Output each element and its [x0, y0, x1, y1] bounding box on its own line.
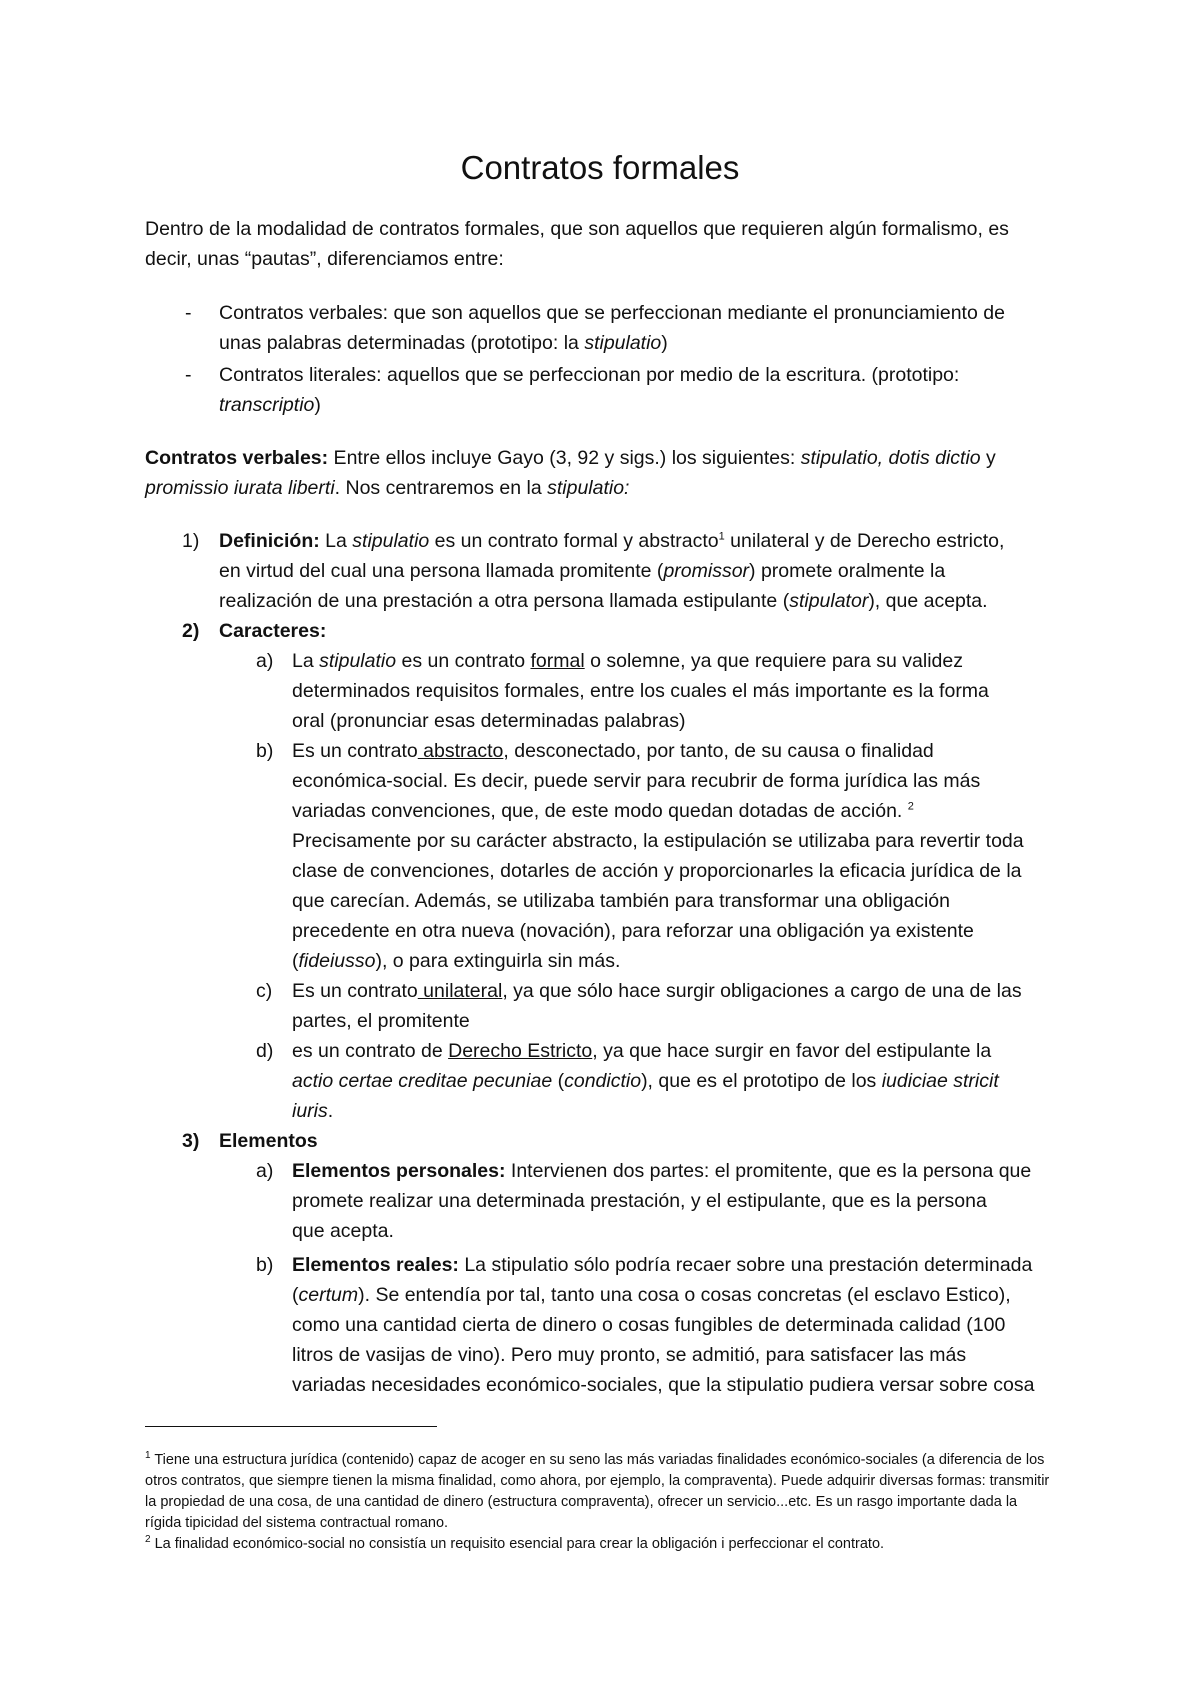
bullet-verbales-line-1: Contratos verbales: que son aquellos que se perfeccionan mediante el pronunciamiento de: [219, 302, 1005, 324]
caracteres-d-line-1: es un contrato de Derecho Estricto, ya que hace surgir en favor del estipulante la: [292, 1040, 992, 1062]
caracteres-a-line-1: La stipulatio es un contrato formal o solemne, ya que requiere para su validez: [292, 650, 963, 672]
caracteres-a-line-3: oral (pronunciar esas determinadas palabras): [292, 710, 686, 732]
bullet-marker: -: [185, 364, 192, 386]
list-marker-3: 3): [182, 1130, 200, 1152]
bullet-literales-line-2: transcriptio): [219, 394, 321, 416]
sublist-marker-b: b): [256, 740, 274, 762]
caracteres-a-line-2: determinados requisitos formales, entre los cuales el más importante es la forma: [292, 680, 989, 702]
caracteres-d-line-2: actio certae creditae pecuniae (condictio), que es el prototipo de los iudiciae stricit: [292, 1070, 999, 1092]
footnotes: [145, 1450, 1050, 1555]
bullet-literales-line-1: Contratos literales: aquellos que se perfeccionan por medio de la escritura. (prototipo:: [219, 364, 960, 386]
footnote-2-text: La finalidad económico-social no consistía un requisito esencial para crear la obligación i perfeccionar el contrato.: [150, 1536, 885, 1552]
intro-line-1: Dentro de la modalidad de contratos formales, que son aquellos que requieren algún formalismo, es: [145, 218, 1009, 240]
elementos-a-line-2: promete realizar una determinada prestación, y el estipulante, que es la persona: [292, 1190, 987, 1212]
footnote-2: [145, 1534, 1050, 1555]
elementos-b-line-3: como una cantidad cierta de dinero o cosas fungibles de determinada calidad (100: [292, 1314, 1006, 1336]
sublist-marker-a: a): [256, 650, 274, 672]
footnote-2-mark: 2: [145, 1534, 151, 1546]
footnote-1-text: Tiene una estructura jurídica (contenido) capaz de acoger en su seno las más variadas finalidades económico-sociales (a diferencia de los otros contratos, que siempre tienen la misma finalidad, como ahora, por ejemplo, la compraventa). Puede adquirir diversas formas: transmitir la propiedad de una cosa, de una cantidad de dinero (estructura compraventa), ofrecer un servicio...etc. Es un rasgo importante dada la rígida tipicidad del sistema contractual romano.: [145, 1452, 1050, 1531]
footnote-1: [145, 1450, 1050, 1534]
caracteres-b-line-2: económica-social. Es decir, puede servir para recubrir de forma jurídica las más: [292, 770, 981, 792]
definicion-heading: Definición:: [219, 530, 320, 552]
elementos-a-line-3: que acepta.: [292, 1220, 394, 1242]
elementos-b-line-2: (certum). Se entendía por tal, tanto una cosa o cosas concretas (el esclavo Estico),: [292, 1284, 1011, 1306]
caracteres-c-line-1: Es un contrato unilateral, ya que sólo hace surgir obligaciones a cargo de una de las: [292, 980, 1022, 1002]
caracteres-c-line-2: partes, el promitente: [292, 1010, 470, 1032]
elementos-b-line-4: litros de vasijas de vino). Pero muy pronto, se admitió, para satisfacer las más: [292, 1344, 967, 1366]
definicion-line-3: realización de una prestación a otra persona llamada estipulante (stipulator), que acepta.: [219, 590, 988, 612]
elementos-a-line-1: Elementos personales: Intervienen dos partes: el promitente, que es la persona que: [292, 1160, 1032, 1182]
verbales-line-1: Contratos verbales: Entre ellos incluye Gayo (3, 92 y sigs.) los siguientes: stipulatio, dotis dictio y: [145, 447, 996, 469]
bullet-marker: -: [185, 302, 192, 324]
verbales-heading: Contratos verbales:: [145, 447, 329, 469]
intro-line-2: decir, unas “pautas”, diferenciamos entre:: [145, 248, 504, 270]
footnote-1-mark: 1: [145, 1450, 151, 1462]
verbales-line-2: promissio iurata liberti. Nos centraremos en la stipulatio:: [145, 477, 630, 499]
elementos-heading: Elementos: [219, 1130, 318, 1152]
caracteres-b-line-7: precedente en otra nueva (novación), para reforzar una obligación ya existente: [292, 920, 974, 942]
sublist-marker-d: d): [256, 1040, 274, 1062]
footnote-ref-1: 1: [718, 530, 725, 543]
footnote-separator: [145, 1426, 437, 1427]
caracteres-b-line-6: que carecían. Además, se utilizaba también para transformar una obligación: [292, 890, 950, 912]
caracteres-b-line-8: (fideiusso), o para extinguirla sin más.: [292, 950, 621, 972]
caracteres-d-line-3: iuris.: [292, 1100, 334, 1122]
definicion-line-2: en virtud del cual una persona llamada promitente (promissor) promete oralmente la: [219, 560, 946, 582]
sublist-marker-a: a): [256, 1160, 274, 1182]
footnote-ref-2: 2: [907, 800, 914, 813]
caracteres-b-line-1: Es un contrato abstracto, desconectado, por tanto, de su causa o finalidad: [292, 740, 934, 762]
elementos-b-line-5: variadas necesidades económico-sociales, que la stipulatio pudiera versar sobre cosa: [292, 1374, 1035, 1396]
list-marker-1: 1): [182, 530, 200, 552]
caracteres-b-line-3: variadas convenciones, que, de este modo quedan dotadas de acción. $^2$: [292, 800, 914, 822]
page-title: Contratos formales: [460, 149, 740, 186]
caracteres-heading: Caracteres:: [219, 620, 327, 642]
bullet-verbales-line-2: unas palabras determinadas (prototipo: la stipulatio): [219, 332, 668, 354]
list-marker-2: 2): [182, 620, 200, 642]
definicion-line-1: Definición: La stipulatio es un contrato formal y abstracto$^1$ unilateral y de Derecho estricto,: [219, 530, 1005, 552]
caracteres-b-line-5: clase de convenciones, dotarles de acción y proporcionarles la eficacia jurídica de la: [292, 860, 1022, 882]
sublist-marker-c: c): [256, 980, 273, 1002]
elementos-b-line-1: Elementos reales: La stipulatio sólo podría recaer sobre una prestación determinada: [292, 1254, 1033, 1276]
sublist-marker-b: b): [256, 1254, 274, 1276]
caracteres-b-line-4: Precisamente por su carácter abstracto, la estipulación se utilizaba para revertir toda: [292, 830, 1024, 852]
